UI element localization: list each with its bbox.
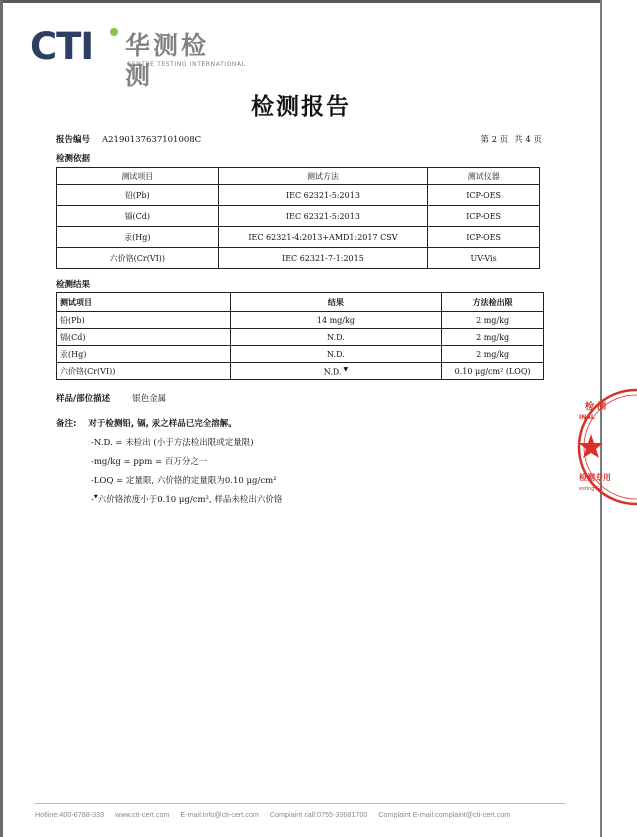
seal-text-bottom: 检测专用 [579, 473, 611, 482]
table-cell: IEC 62321-5:2013 [218, 206, 428, 227]
remark-line [91, 493, 282, 505]
table-row [57, 312, 544, 329]
table-cell: 镉(Cd) [57, 206, 219, 227]
page-total: 共 4 页 [514, 135, 542, 145]
table-row [57, 363, 544, 380]
inspection-seal [577, 384, 611, 510]
remark-line: -N.D. = 未检出 (小于方法检出限或定量限) [91, 438, 254, 448]
sample-label: 样品/部位描述 [56, 394, 111, 404]
footer-email: E-mail:info@cti-cert.com [180, 810, 259, 819]
report-number [56, 133, 201, 145]
table-cell: 镉(Cd) [57, 329, 231, 346]
table-cell: 2 mg/kg [442, 329, 544, 346]
table-cell: IEC 62321-7-1:2015 [218, 248, 428, 269]
logo-en-name: CENTRE TESTING INTERNATIONAL [127, 61, 246, 68]
report-title: 检测报告 [251, 94, 351, 120]
column-header: 测试项目 [57, 293, 231, 312]
window-left-border [0, 0, 3, 837]
page-indicator [474, 133, 542, 145]
seal-text-mid: INAL [579, 414, 595, 421]
table-cell: 汞(Hg) [57, 346, 231, 363]
table-cell: N.D. [230, 346, 442, 363]
page-number: 第 2 页 [480, 135, 509, 145]
column-header: 测试项目 [57, 168, 219, 185]
logo-brand: CTI [30, 25, 94, 68]
footer-hotline: Hotline:400-6788-333 [35, 810, 105, 819]
table-row [57, 227, 540, 248]
result-value: N.D. [323, 367, 342, 377]
column-header: 方法检出限 [442, 293, 544, 312]
report-number-value: A2190137637101008C [102, 135, 202, 145]
table-cell: 六价铬(Cr(VI)) [57, 248, 219, 269]
triangle-mark-icon: ▼ [93, 494, 98, 501]
table-cell: 14 mg/kg [230, 312, 442, 329]
sample-value: 银色金属 [132, 394, 167, 404]
seal-text-top: 检 测 [585, 402, 607, 412]
remark-prefix: - [91, 495, 94, 505]
table-cell: 汞(Hg) [57, 227, 219, 248]
table-row [57, 206, 540, 227]
footer-complaint-call: Complaint call:0755-33681700 [269, 810, 368, 819]
table-cell: ICP-OES [428, 206, 540, 227]
remarks-label: 备注: [56, 419, 77, 429]
basis-table [56, 167, 540, 269]
remarks [56, 417, 282, 505]
remark-line: -mg/kg = ppm = 百万分之一 [91, 457, 208, 467]
remark-text: 六价铬浓度小于0.10 μg/cm², 样品未检出六价铬 [97, 495, 283, 505]
table-header-row [57, 168, 540, 185]
footer [35, 810, 521, 819]
table-cell: ICP-OES [428, 227, 540, 248]
table-row [57, 329, 544, 346]
table-row [57, 248, 540, 269]
table-cell: 2 mg/kg [442, 312, 544, 329]
table-cell: 2 mg/kg [442, 346, 544, 363]
table-cell: IEC 62321-5:2013 [218, 185, 428, 206]
triangle-mark-icon: ▼ [343, 365, 349, 373]
logo-green-dot [110, 28, 118, 36]
footer-website: www.cti-cert.com [115, 810, 170, 819]
footer-divider [35, 803, 565, 804]
results-table [56, 292, 544, 380]
remark-line: -LOQ = 定量限, 六价铬的定量限为0.10 μg/cm² [91, 476, 277, 486]
logo-cn-name: 华测检测 [125, 31, 210, 90]
table-header-row [57, 293, 544, 312]
column-header: 测试仪器 [428, 168, 540, 185]
cti-logo [30, 25, 246, 90]
table-cell: IEC 62321-4:2013+AMD1:2017 CSV [218, 227, 428, 248]
basis-heading: 检测依据 [56, 154, 91, 164]
column-header: 测试方法 [218, 168, 428, 185]
table-row [57, 346, 544, 363]
seal-text-en: esting Se [579, 486, 603, 492]
table-cell: N.D. [230, 329, 442, 346]
report-number-label: 报告编号 [56, 135, 91, 145]
remarks-head [56, 417, 282, 429]
table-cell: 0.10 μg/cm² (LOQ) [442, 363, 544, 380]
table-cell: 铅(Pb) [57, 312, 231, 329]
table-cell: ICP-OES [428, 185, 540, 206]
table-row [57, 185, 540, 206]
remarks-headline: 对于检测铅, 镉, 汞之样品已完全溶解。 [88, 419, 237, 429]
table-cell: 铅(Pb) [57, 185, 219, 206]
results-heading: 检测结果 [56, 280, 91, 290]
table-cell: UV-Vis [428, 248, 540, 269]
column-header: 结果 [230, 293, 442, 312]
footer-complaint-email: Complaint E-mail:complaint@cti-cert.com [378, 810, 511, 819]
window-top-border [0, 0, 602, 3]
table-cell: 六价铬(Cr(VI)) [57, 363, 231, 380]
table-cell [230, 363, 442, 380]
sample-description [56, 392, 166, 404]
